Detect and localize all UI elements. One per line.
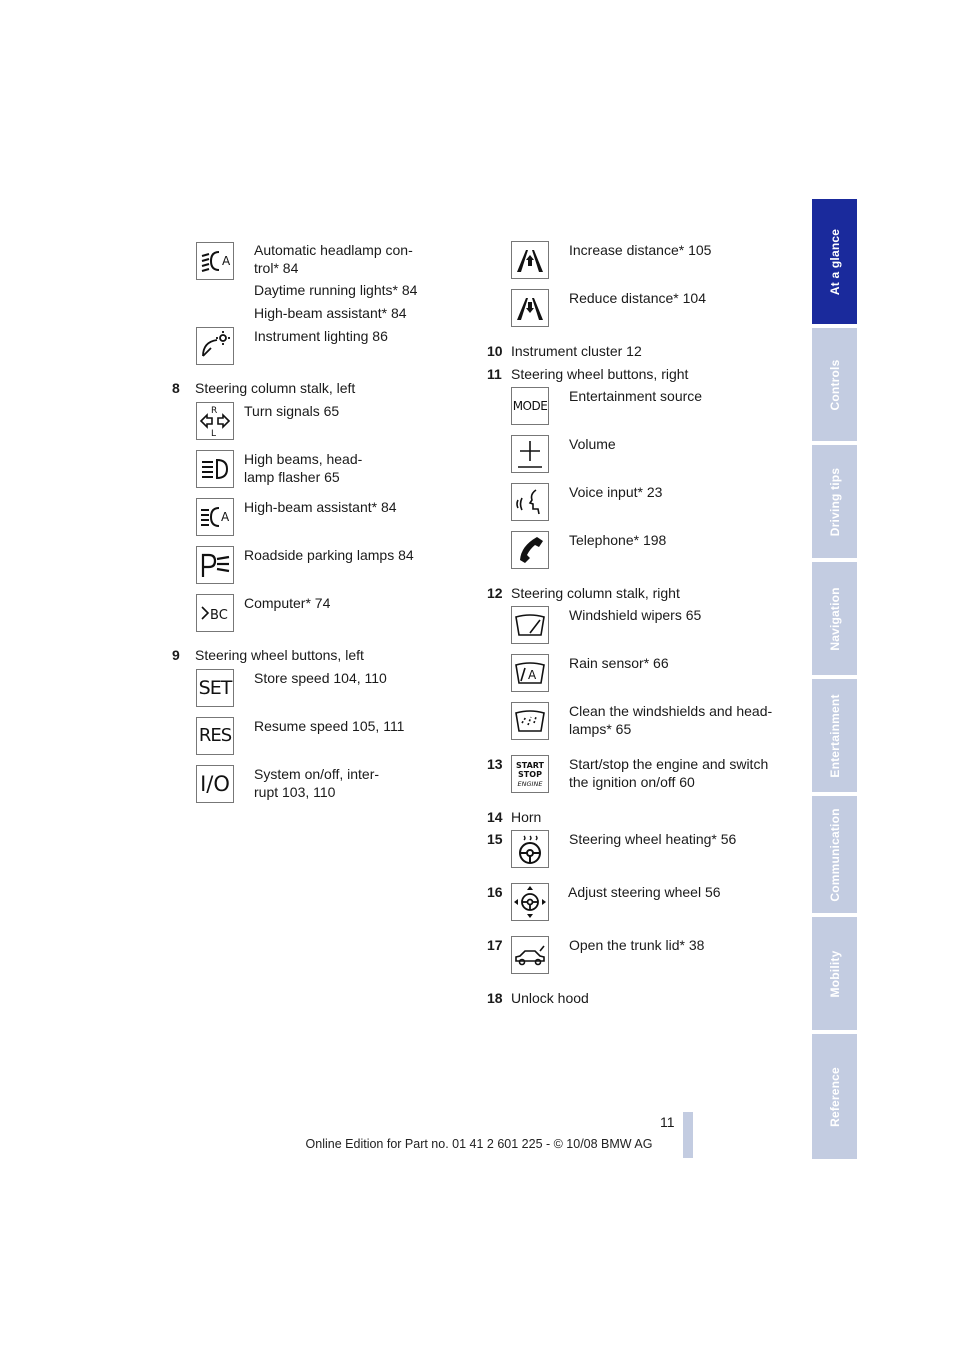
tab-reference[interactable]: Reference (812, 1034, 857, 1159)
item-text: Resume speed 105, 111 (254, 718, 405, 734)
tab-communication[interactable]: Communication (812, 796, 857, 913)
section-number: 15 (487, 831, 503, 847)
section-number: 12 (487, 585, 503, 601)
reduce-distance-icon (511, 289, 549, 327)
section-number: 18 (487, 990, 503, 1006)
item-text: Entertainment source (569, 388, 703, 404)
svg-text:ENGINE: ENGINE (517, 780, 543, 788)
section-title: Instrument cluster 12 (511, 343, 642, 359)
item-text: Roadside parking lamps 84 (244, 547, 414, 563)
footer-text: Online Edition for Part no. 01 41 2 601 225 - © 10/08 BMW AG (305, 1137, 653, 1151)
section-number: 17 (487, 937, 503, 953)
svg-text:BC: BC (210, 608, 228, 623)
section-number: 9 (172, 647, 180, 663)
item-text: Instrument lighting 86 (254, 328, 388, 344)
item-text: Open the trunk lid* 38 (569, 937, 705, 953)
item-text: Automatic headlamp con- trol* 84 (254, 242, 413, 276)
on-off-icon: I/O (196, 765, 234, 803)
high-beam-icon (196, 450, 234, 488)
item-text: Turn signals 65 (244, 403, 340, 419)
section-title: Unlock hood (511, 990, 589, 1006)
page-marker-bar (683, 1112, 693, 1158)
item-text: High-beam assistant* 84 (244, 499, 397, 515)
item-text: High beams, head- lamp flasher 65 (244, 451, 363, 485)
svg-text:L: L (211, 429, 217, 439)
item-text: High-beam assistant* 84 (254, 305, 407, 321)
parking-lamp-icon (196, 546, 234, 584)
increase-distance-icon (511, 241, 549, 279)
volume-icon (511, 435, 549, 473)
item-text: Increase distance* 105 (569, 242, 712, 258)
wiper-icon (511, 606, 549, 644)
section-title: Steering wheel buttons, left (195, 647, 364, 663)
section-title: Steering column stalk, right (511, 585, 680, 601)
item-text: Telephone* 198 (569, 532, 667, 548)
section-number: 8 (172, 380, 180, 396)
tab-entertainment[interactable]: Entertainment (812, 679, 857, 792)
start-stop-icon (511, 755, 549, 793)
svg-text:A: A (221, 510, 230, 524)
computer-icon (196, 594, 234, 632)
high-beam-assistant-icon (196, 498, 234, 536)
item-text: Steering wheel heating* 56 (569, 831, 737, 847)
tab-navigation[interactable]: Navigation (812, 562, 857, 675)
item-text: Computer* 74 (244, 595, 331, 611)
set-icon: SET (196, 669, 234, 707)
section-number: 10 (487, 343, 503, 359)
svg-text:STOP: STOP (518, 770, 542, 779)
item-text: Rain sensor* 66 (569, 655, 669, 671)
section-title: Steering wheel buttons, right (511, 366, 689, 382)
item-text: Clean the windshields and head- lamps* 65 (569, 703, 773, 737)
tab-driving-tips[interactable]: Driving tips (812, 445, 857, 558)
section-number: 11 (487, 366, 502, 382)
voice-input-icon (511, 483, 549, 521)
item-text: System on/off, inter- rupt 103, 110 (254, 766, 380, 800)
item-text: Volume (569, 436, 616, 452)
section-title: Steering column stalk, left (195, 380, 356, 396)
res-icon: RES (196, 717, 234, 755)
item-text: Reduce distance* 104 (569, 290, 706, 306)
item-text: Voice input* 23 (569, 484, 663, 500)
washer-icon (511, 702, 549, 740)
trunk-icon (511, 936, 549, 974)
tab-at-a-glance[interactable]: At a glance (812, 199, 857, 324)
svg-text:START: START (515, 761, 545, 770)
item-text: Start/stop the engine and switch the ignition on/off 60 (569, 756, 769, 790)
page-number: 11 (660, 1114, 675, 1130)
headlamp-control-icon (196, 242, 234, 280)
item-text: Windshield wipers 65 (569, 607, 702, 623)
mode-icon: MODE (511, 387, 549, 425)
svg-text:A: A (528, 668, 537, 682)
steering-heating-icon (511, 830, 549, 868)
tab-mobility[interactable]: Mobility (812, 917, 857, 1030)
svg-text:R: R (211, 406, 218, 416)
turn-signal-icon (196, 402, 234, 440)
item-text: Adjust steering wheel 56 (568, 884, 721, 900)
telephone-icon (511, 531, 549, 569)
tab-controls[interactable]: Controls (812, 328, 857, 441)
svg-text:A: A (222, 254, 231, 268)
section-number: 16 (487, 884, 503, 900)
section-number: 13 (487, 756, 503, 772)
section-title: Horn (511, 809, 542, 825)
section-number: 14 (487, 809, 503, 825)
item-text: Store speed 104, 110 (254, 670, 387, 686)
instrument-lighting-icon (196, 327, 234, 365)
item-text: Daytime running lights* 84 (254, 282, 418, 298)
rain-sensor-icon (511, 654, 549, 692)
adjust-steering-icon (511, 883, 549, 921)
